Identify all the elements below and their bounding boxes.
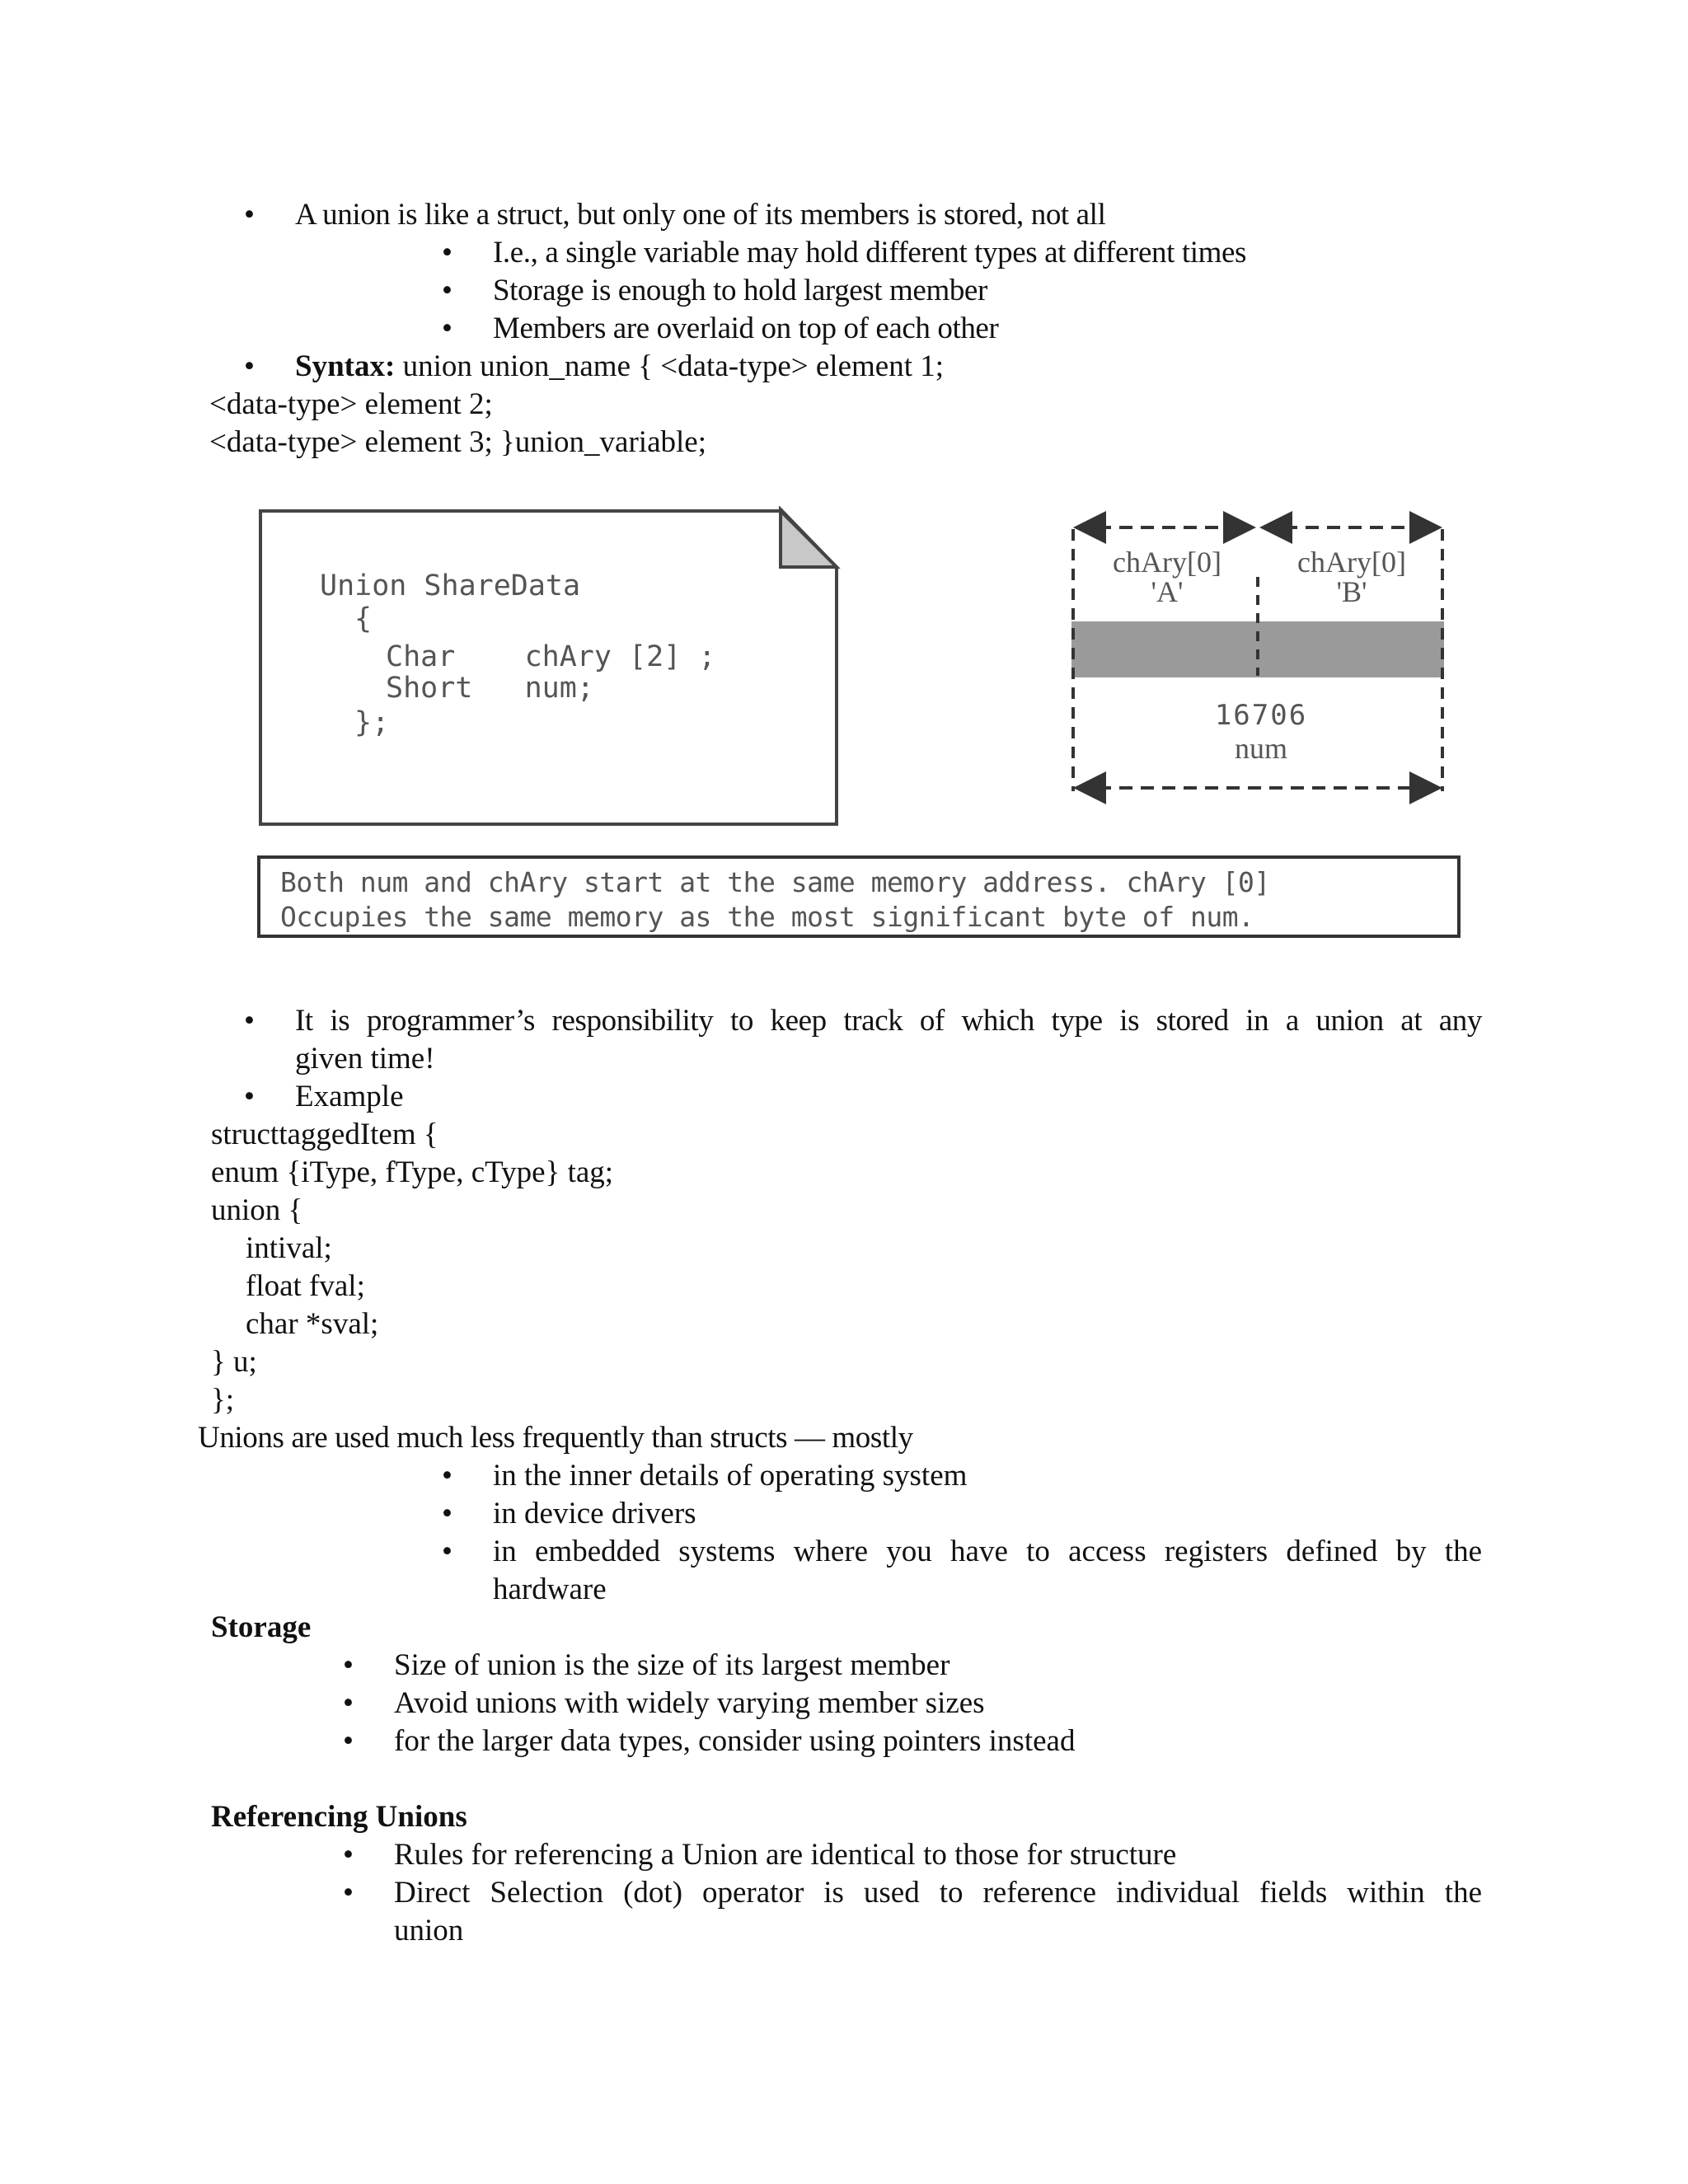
bullet-glyph: •: [442, 236, 452, 269]
code-example-line: };: [211, 1383, 235, 1417]
bullet-glyph: •: [442, 312, 452, 345]
responsibility-line-1: It is programmer’s responsibility to keep track of which type is stored in a union at any: [295, 1004, 1482, 1038]
note-folded-corner: [779, 506, 842, 572]
syntax-line-3: <data-type> element 3; }union_variable;: [209, 425, 706, 459]
bullet-glyph: •: [244, 198, 255, 232]
usage-item: in device drivers: [493, 1497, 696, 1530]
mem-cell-2-name: chAry[0]: [1297, 546, 1406, 579]
code-note-line: };: [354, 706, 390, 739]
code-note-line: {: [354, 602, 373, 635]
mem-cell-2-value: 'B': [1336, 575, 1367, 608]
referencing-item-continued: union: [394, 1914, 464, 1947]
bullet-glyph: •: [343, 1648, 354, 1682]
storage-item: Size of union is the size of its largest member: [394, 1648, 950, 1682]
storage-heading-text: Storage: [211, 1610, 312, 1644]
usage-item: in embedded systems where you have to access registers defined by the: [493, 1535, 1482, 1568]
bullet-glyph: •: [343, 1876, 354, 1910]
usage-item-continued: hardware: [493, 1572, 607, 1606]
bullet-glyph: •: [343, 1838, 354, 1872]
referencing-heading-text: Referencing Unions: [211, 1800, 467, 1834]
usage-intro: Unions are used much less frequently than structs — mostly: [198, 1421, 913, 1455]
code-note-line: Short num;: [386, 672, 594, 705]
code-note-line: Char chAry [2] ;: [386, 640, 716, 673]
diagram-caption-line: Both num and chAry start at the same memory address. chAry [0]: [280, 866, 1270, 898]
storage-item: Avoid unions with widely varying member sizes: [394, 1686, 985, 1720]
code-example-line: enum {iType, fType, cType} tag;: [211, 1155, 614, 1189]
example-label: Example: [295, 1080, 404, 1113]
syntax-line-2: <data-type> element 2;: [209, 387, 493, 421]
intro-bullet-main: A union is like a struct, but only one of its members is stored, not all: [295, 198, 1106, 232]
mem-cell-1-name: chAry[0]: [1113, 546, 1221, 579]
storage-item: for the larger data types, consider using pointers instead: [394, 1724, 1076, 1758]
diagram-caption-line: Occupies the same memory as the most significant byte of num.: [280, 901, 1254, 933]
syntax-label: Syntax:: [295, 349, 396, 383]
referencing-item: Direct Selection (dot) operator is used to reference individual fields within the: [394, 1876, 1482, 1910]
storage-heading: [211, 1609, 311, 1647]
intro-sub-bullet: I.e., a single variable may hold different types at different times: [493, 236, 1246, 269]
usage-item: in the inner details of operating system: [493, 1459, 968, 1493]
intro-sub-bullet: Storage is enough to hold largest member: [493, 274, 987, 307]
code-example-line: structtaggedItem {: [211, 1118, 438, 1151]
code-example-line: char *sval;: [246, 1307, 379, 1341]
mem-cell-1-value: 'A': [1151, 575, 1184, 608]
bullet-glyph: •: [442, 1459, 452, 1493]
bullet-glyph: •: [244, 1004, 255, 1038]
mem-num-value: 16706: [1214, 699, 1308, 732]
bullet-glyph: •: [343, 1724, 354, 1758]
bullet-glyph: •: [442, 274, 452, 307]
code-example-line: union {: [211, 1193, 303, 1227]
bullet-glyph: •: [442, 1497, 452, 1530]
code-example-line: } u;: [211, 1345, 257, 1379]
syntax-line-1: [295, 348, 944, 386]
responsibility-line-2: given time!: [295, 1042, 435, 1076]
syntax-text: union union_name { <data-type> element 1;: [402, 349, 945, 383]
diagram-caption-box: [257, 855, 1461, 938]
bullet-glyph: •: [244, 349, 255, 383]
code-note-line: Union ShareData: [320, 569, 581, 602]
intro-sub-bullet: Members are overlaid on top of each other: [493, 312, 999, 345]
bullet-glyph: •: [442, 1535, 452, 1568]
code-example-line: intival;: [246, 1231, 332, 1265]
mem-num-name: num: [1234, 732, 1287, 765]
bullet-glyph: •: [244, 1080, 255, 1113]
bullet-glyph: •: [343, 1686, 354, 1720]
code-example-line: float fval;: [246, 1269, 365, 1303]
referencing-heading: [211, 1798, 467, 1836]
referencing-item: Rules for referencing a Union are identical to those for structure: [394, 1838, 1177, 1872]
